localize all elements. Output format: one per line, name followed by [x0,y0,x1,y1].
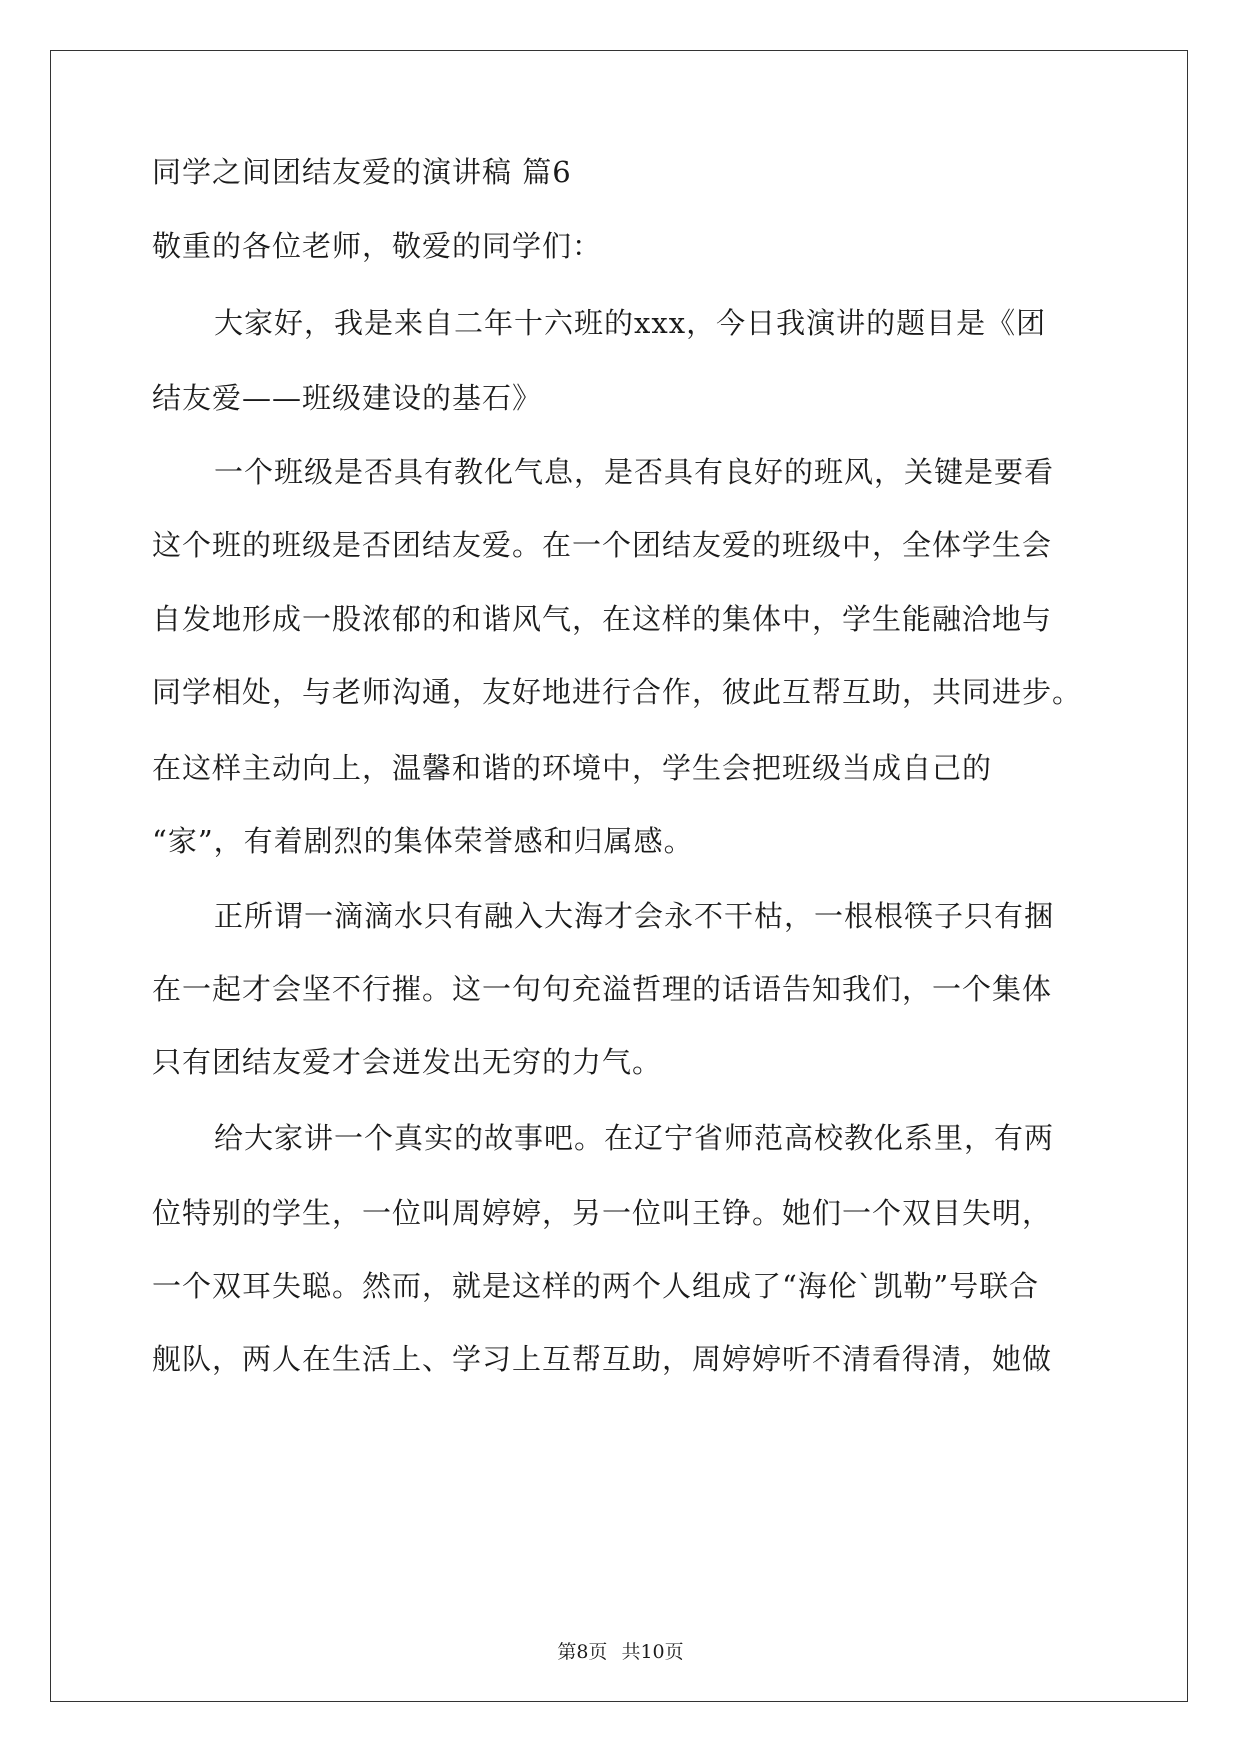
text-line: 在这样主动向上，温馨和谐的环境中，学生会把班级当成自己的 [152,751,993,785]
text-line: 位特别的学生，一位叫周婷婷，另一位叫王铮。她们一个双目失明， [152,1196,1053,1230]
document-title: 同学之间团结友爱的演讲稿 篇6 [152,155,572,189]
page-footer [0,1640,1241,1664]
text-line: 舰队，两人在生活上、学习上互帮互助，周婷婷听不清看得清，她做 [152,1342,1053,1376]
text-line: 在一起才会坚不行摧。这一句句充溢哲理的话语告知我们，一个集体 [152,972,1053,1006]
page-number: 第8页 [557,1641,608,1663]
text-line: 结友爱——班级建设的基石》 [152,381,543,415]
page-border [50,50,1188,1702]
text-line: 自发地形成一股浓郁的和谐风气，在这样的集体中，学生能融洽地与 [152,602,1053,636]
text-line: 这个班的班级是否团结友爱。在一个团结友爱的班级中，全体学生会 [152,528,1053,562]
text-line: 一个双耳失聪。然而，就是这样的两个人组成了“海伦`凯勒”号联合 [152,1269,1040,1303]
text-line: 大家好，我是来自二年十六班的xxx，今日我演讲的题目是《团 [214,306,1047,340]
page-total: 共10页 [621,1641,684,1663]
text-line: 正所谓一滴滴水只有融入大海才会永不干枯，一根根筷子只有捆 [214,899,1055,933]
text-line: 同学相处，与老师沟通，友好地进行合作，彼此互帮互助，共同进步。 [152,675,1083,709]
text-line: 一个班级是否具有教化气息，是否具有良好的班风，关键是要看 [214,455,1055,489]
text-line: 只有团结友爱才会迸发出无穷的力气。 [152,1045,663,1079]
salutation: 敬重的各位老师，敬爱的同学们： [152,229,603,263]
text-line: 给大家讲一个真实的故事吧。在辽宁省师范高校教化系里，有两 [214,1121,1055,1155]
text-line: “家”，有着剧烈的集体荣誉感和归属感。 [152,824,694,858]
